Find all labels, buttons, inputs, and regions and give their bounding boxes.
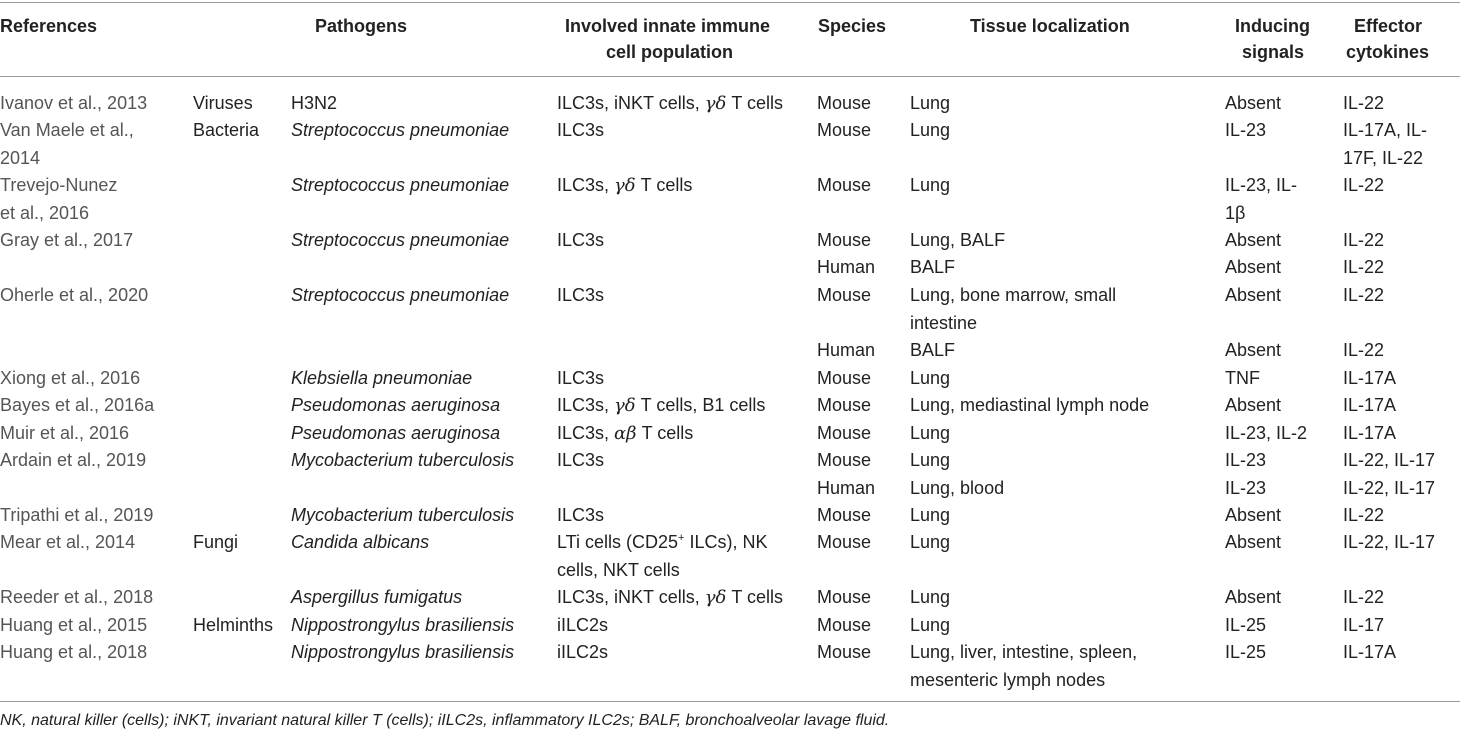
header-species: Species xyxy=(818,16,887,36)
cytokines-cell: IL-17 xyxy=(1343,615,1385,635)
tissue-cell: Lung xyxy=(910,505,951,525)
reference-cell: Van Maele et al., xyxy=(0,120,134,140)
tissue-cell: BALF xyxy=(910,257,956,277)
tissue-cell: mesenteric lymph nodes xyxy=(910,669,1106,690)
pathogen-group-cell: Fungi xyxy=(193,532,239,552)
footnote: NK, natural killer (cells); iNKT, invariant natural killer T (cells); iILC2s, inflammatory ILC2s; BALF, bronchoalveolar lavage fluid. xyxy=(0,712,890,729)
cell-population-cell: ILC3s, iNKT cells, γδ T cells xyxy=(557,93,784,114)
signals-cell: IL-25 xyxy=(1225,615,1267,635)
pathogen-cell: Nippostrongylus brasiliensis xyxy=(291,642,515,662)
tissue-cell: Lung xyxy=(910,423,951,443)
cytokines-cell: IL-17A xyxy=(1343,423,1397,443)
cytokines-cell: 17F, IL-22 xyxy=(1343,147,1424,168)
pathogen-cell: Candida albicans xyxy=(291,532,430,552)
top-rule xyxy=(0,2,1460,3)
cell-population-cell: ILC3s xyxy=(557,368,605,388)
cell-population-cell: ILC3s, αβ T cells xyxy=(557,423,694,444)
pathogen-cell: Mycobacterium tuberculosis xyxy=(291,450,515,470)
tissue-cell: Lung xyxy=(910,450,951,470)
tissue-cell: Lung xyxy=(910,175,951,195)
reference-cell: Reeder et al., 2018 xyxy=(0,587,154,607)
header-tissue: Tissue localization xyxy=(970,16,1130,36)
reference-cell: Mear et al., 2014 xyxy=(0,532,136,552)
cell-population-cell: ILC3s xyxy=(557,505,605,525)
signals-cell: IL-23 xyxy=(1225,120,1267,140)
signals-cell: Absent xyxy=(1225,587,1282,607)
pathogen-cell: Streptococcus pneumoniae xyxy=(291,230,510,250)
cell-population-cell: cells, NKT cells xyxy=(557,559,680,580)
reference-cell: et al., 2016 xyxy=(0,202,90,223)
tissue-cell: intestine xyxy=(910,312,978,333)
signals-cell: Absent xyxy=(1225,93,1282,113)
cytokines-cell: IL-17A, IL- xyxy=(1343,120,1428,140)
header-cell-population-2: cell population xyxy=(606,42,734,62)
species-cell: Mouse xyxy=(817,505,872,525)
signals-cell: IL-23 xyxy=(1225,478,1267,498)
cytokines-cell: IL-17A xyxy=(1343,368,1397,388)
reference-cell: Ardain et al., 2019 xyxy=(0,450,147,470)
signals-cell: Absent xyxy=(1225,340,1282,360)
species-cell: Human xyxy=(817,257,876,277)
pathogen-cell: H3N2 xyxy=(291,93,338,113)
tissue-cell: Lung xyxy=(910,615,951,635)
species-cell: Human xyxy=(817,340,876,360)
pathogen-cell: Streptococcus pneumoniae xyxy=(291,285,510,305)
species-cell: Mouse xyxy=(817,450,872,470)
cytokines-cell: IL-22 xyxy=(1343,505,1385,525)
signals-cell: IL-23, IL-2 xyxy=(1225,423,1308,443)
tissue-cell: Lung, mediastinal lymph node xyxy=(910,395,1150,415)
signals-cell: IL-23 xyxy=(1225,450,1267,470)
cell-population-cell: ILC3s xyxy=(557,230,605,250)
pathogen-cell: Aspergillus fumigatus xyxy=(291,587,463,607)
pathogen-cell: Streptococcus pneumoniae xyxy=(291,175,510,195)
header-rule xyxy=(0,76,1460,77)
pathogen-group-cell: Bacteria xyxy=(193,120,260,140)
signals-cell: Absent xyxy=(1225,395,1282,415)
reference-cell: Ivanov et al., 2013 xyxy=(0,93,148,113)
species-cell: Mouse xyxy=(817,615,872,635)
signals-cell: IL-25 xyxy=(1225,642,1267,662)
species-cell: Mouse xyxy=(817,423,872,443)
pathogen-cell: Mycobacterium tuberculosis xyxy=(291,505,515,525)
tissue-cell: Lung xyxy=(910,587,951,607)
cell-population-cell: ILC3s xyxy=(557,120,605,140)
tissue-cell: Lung, bone marrow, small xyxy=(910,285,1117,305)
reference-cell: Tripathi et al., 2019 xyxy=(0,505,154,525)
reference-cell: Bayes et al., 2016a xyxy=(0,395,155,415)
pathogen-cell: Streptococcus pneumoniae xyxy=(291,120,510,140)
reference-cell: Huang et al., 2018 xyxy=(0,642,148,662)
tissue-cell: Lung xyxy=(910,93,951,113)
cytokines-cell: IL-22 xyxy=(1343,93,1385,113)
signals-cell: Absent xyxy=(1225,230,1282,250)
header-cell-population-1: Involved innate immune xyxy=(565,16,771,36)
header-pathogens: Pathogens xyxy=(315,16,408,36)
cell-population-cell: iILC2s xyxy=(557,615,609,635)
cytokines-cell: IL-17A xyxy=(1343,642,1397,662)
header-references: References xyxy=(0,16,98,36)
cell-population-cell: ILC3s xyxy=(557,450,605,470)
pathogen-group-cell: Viruses xyxy=(193,93,253,113)
reference-cell: Huang et al., 2015 xyxy=(0,615,148,635)
cell-population-cell: ILC3s, iNKT cells, γδ T cells xyxy=(557,587,784,608)
pathogen-cell: Nippostrongylus brasiliensis xyxy=(291,615,515,635)
reference-cell: Xiong et al., 2016 xyxy=(0,368,141,388)
cell-population-cell: ILC3s, γδ T cells, B1 cells xyxy=(557,395,766,416)
cell-population-cell: LTi cells (CD25+ ILCs), NK xyxy=(557,532,768,552)
header-cytokines-1: Effector xyxy=(1354,16,1423,36)
reference-cell: Oherle et al., 2020 xyxy=(0,285,149,305)
species-cell: Mouse xyxy=(817,368,872,388)
species-cell: Mouse xyxy=(817,285,872,305)
pathogen-cell: Pseudomonas aeruginosa xyxy=(291,395,501,415)
signals-cell: Absent xyxy=(1225,532,1282,552)
cytokines-cell: IL-22 xyxy=(1343,230,1385,250)
tissue-cell: Lung, BALF xyxy=(910,230,1006,250)
cytokines-cell: IL-22 xyxy=(1343,175,1385,195)
cytokines-cell: IL-17A xyxy=(1343,395,1397,415)
signals-cell: IL-23, IL- xyxy=(1225,175,1298,195)
species-cell: Human xyxy=(817,478,876,498)
cytokines-cell: IL-22 xyxy=(1343,340,1385,360)
reference-cell: Muir et al., 2016 xyxy=(0,423,130,443)
signals-cell: TNF xyxy=(1225,368,1260,388)
tissue-cell: Lung, blood xyxy=(910,478,1005,498)
cell-population-cell: ILC3s, γδ T cells xyxy=(557,175,693,196)
tissue-cell: BALF xyxy=(910,340,956,360)
signals-cell: Absent xyxy=(1225,285,1282,305)
signals-cell: Absent xyxy=(1225,505,1282,525)
pathogen-cell: Klebsiella pneumoniae xyxy=(291,368,473,388)
pathogen-group-cell: Helminths xyxy=(193,615,274,635)
reference-cell: Gray et al., 2017 xyxy=(0,230,134,250)
bottom-rule xyxy=(0,701,1460,702)
header-signals-2: signals xyxy=(1242,42,1305,62)
reference-cell: 2014 xyxy=(0,147,41,168)
species-cell: Mouse xyxy=(817,532,872,552)
header-signals-1: Inducing xyxy=(1235,16,1310,36)
cell-population-cell: ILC3s xyxy=(557,285,605,305)
tissue-cell: Lung xyxy=(910,368,951,388)
cytokines-cell: IL-22 xyxy=(1343,257,1385,277)
signals-cell: 1β xyxy=(1225,202,1246,223)
species-cell: Mouse xyxy=(817,587,872,607)
cytokines-cell: IL-22, IL-17 xyxy=(1343,450,1436,470)
cytokines-cell: IL-22 xyxy=(1343,285,1385,305)
species-cell: Mouse xyxy=(817,175,872,195)
species-cell: Mouse xyxy=(817,120,872,140)
tissue-cell: Lung xyxy=(910,532,951,552)
cytokines-cell: IL-22 xyxy=(1343,587,1385,607)
reference-cell: Trevejo-Nunez xyxy=(0,175,118,195)
species-cell: Mouse xyxy=(817,395,872,415)
species-cell: Mouse xyxy=(817,230,872,250)
header-cytokines-2: cytokines xyxy=(1346,42,1430,62)
cytokines-cell: IL-22, IL-17 xyxy=(1343,478,1436,498)
signals-cell: Absent xyxy=(1225,257,1282,277)
species-cell: Mouse xyxy=(817,93,872,113)
pathogen-cell: Pseudomonas aeruginosa xyxy=(291,423,501,443)
tissue-cell: Lung, liver, intestine, spleen, xyxy=(910,642,1138,662)
species-cell: Mouse xyxy=(817,642,872,662)
tissue-cell: Lung xyxy=(910,120,951,140)
cytokines-cell: IL-22, IL-17 xyxy=(1343,532,1436,552)
cell-population-cell: iILC2s xyxy=(557,642,609,662)
